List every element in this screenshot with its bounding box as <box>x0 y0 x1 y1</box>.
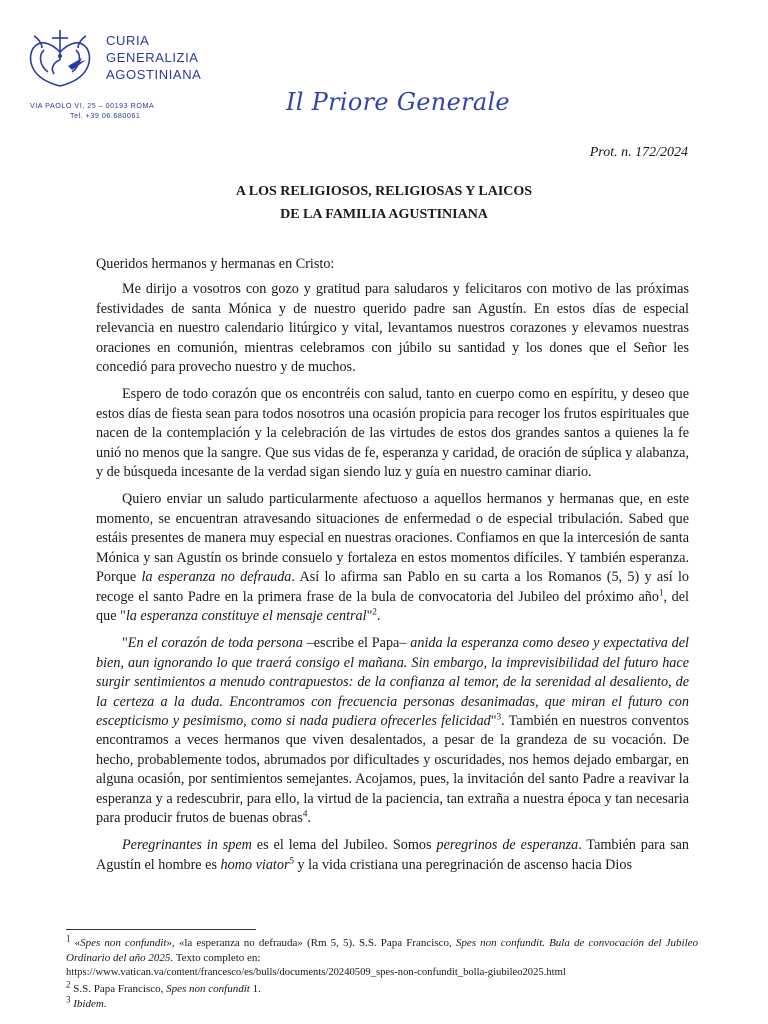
text-run: . <box>307 809 311 826</box>
text-run: », «la esperanza no defrauda» (Rm 5, 5). S.S. Papa Francisco, <box>166 937 456 949</box>
italic-run: En el corazón de toda persona <box>127 635 303 652</box>
text-run: S.S. Papa Francisco, <box>70 982 167 995</box>
italic-run: Spes non confundit <box>80 937 167 949</box>
footnote-number: 1 <box>66 933 71 944</box>
paragraph-1: Me dirijo a vosotros con gozo y gratitud para saludaros y felicitaros con motivo de las próximas festividades de santa Mónica y de nuestro querido padre san Agustín. En estos días de especial relevancia en nuestro calendario litúrgico y vital, levantamos nuestros corazones y elevamos nuestras oraciones en comunión, mientras celebramos con júbilo su santidad y los dones que el Señor les concedió para provecho nuestro y de muchos. <box>96 281 689 376</box>
text-run: –escribe el Papa– <box>302 635 411 652</box>
org-line-1: CURIA <box>106 33 150 48</box>
footnote-3 <box>66 994 698 1012</box>
text-run: . También para san Agustín el hombre es <box>96 837 689 873</box>
italic-run: Spes non confundit. Bula de convocación del Jubileo Ordinario del año 2025 <box>66 937 699 964</box>
text-run: y la vida cristiana una peregrinación de ascenso hacia Dios <box>293 856 632 873</box>
paragraph-5 <box>96 836 689 875</box>
organization-name <box>106 32 201 83</box>
footnote-ref-3[interactable]: 3 <box>496 711 502 722</box>
heading-line-1: A LOS RELIGIOSOS, RELIGIOSAS Y LAICOS <box>235 184 533 199</box>
italic-run: Spes non confundit <box>166 982 250 995</box>
footnote-divider <box>66 929 256 930</box>
text-run: . Así lo afirma san Pablo en su carta a los Romanos (5, 5) y así lo recoge el santo Padre en la primera frase de la bula de convocatoria del Jubileo del próximo año <box>96 569 689 605</box>
letterhead-address <box>30 101 154 121</box>
org-line-3: AGOSTINIANA <box>106 67 202 82</box>
footnote-ref-5[interactable]: 5 <box>289 855 294 866</box>
paragraph-2: Espero de todo corazón que os encontréis con salud, tanto en cuerpo como en espíritu, y deseo que estos días de fiesta sean para todos nosotros una ocasión propicia para recoger los frutos espirituales que nacen de la contemplación y la celebración de las virtudes de estos dos grandes santos a quienes la fe unió no menos que la sangre. Que sus vidas de fe, esperanza y caridad, de oración de súplica y alabanza, y de búsqueda incesante de la verdad sigan siendo luz y guía en nuestro caminar diario. <box>96 386 689 481</box>
paragraph-3 <box>96 490 689 626</box>
text-run: 1. <box>249 982 261 995</box>
org-line-2: GENERALIZIA <box>106 50 199 65</box>
italic-run: peregrinos de esperanza <box>436 837 579 854</box>
italic-run: anida la esperanza como deseo y expectativa del bien, aun ignorando lo que traerá consigo el mañana. Sin embargo, la imprevisibilidad del futuro hace surgir sentimientos a menudo contrapuestos: de la confianza al temor, de la serenidad al desaliento, de la certeza a la duda. Encontramos con frecuencia personas desanimadas, que miran el futuro con escepticismo y pesimismo, como si nada pudiera ofrecerles felicidad <box>96 635 690 729</box>
italic-run: Peregrinantes in spem <box>122 837 252 854</box>
italic-run: Ibidem <box>73 998 104 1010</box>
italic-run: homo viator <box>220 856 290 873</box>
footnotes <box>66 933 699 1013</box>
text-run: es el lema del Jubileo. Somos <box>251 837 437 854</box>
letter-body <box>96 255 689 883</box>
footnote-ref-4[interactable]: 4 <box>302 808 308 819</box>
text-run: , del que " <box>96 588 689 624</box>
text-run: . <box>103 998 107 1010</box>
footnote-number: 2 <box>66 978 71 989</box>
office-title: Il Priore Generale <box>286 88 510 116</box>
augustinian-emblem-icon <box>24 26 96 90</box>
text-run: . Texto completo en: <box>170 951 261 964</box>
phone-number: Tel. +39 06.680061 <box>70 111 141 120</box>
text-run: « <box>70 937 81 949</box>
heading-line-2: DE LA FAMILIA AGUSTINIANA <box>280 207 488 222</box>
paragraph-4 <box>96 634 689 828</box>
italic-run: la esperanza constituye el mensaje central <box>125 607 367 624</box>
italic-run: la esperanza no defrauda <box>141 569 292 586</box>
footnote-link[interactable]: https://www.vatican.va/content/francesco/es/bulls/documents/20240509_spes-non-confundit_bolla-giubileo2025.html <box>66 967 566 978</box>
letter-heading <box>0 180 768 226</box>
greeting: Queridos hermanos y hermanas en Cristo: <box>96 256 335 272</box>
text-run: . <box>376 607 381 624</box>
footnote-number: 3 <box>66 994 71 1005</box>
footnote-1 <box>66 933 699 981</box>
footnote-ref-1[interactable]: 1 <box>659 586 664 597</box>
footnote-ref-2[interactable]: 2 <box>372 606 377 617</box>
text-run: " <box>366 607 373 624</box>
text-run: . También en nuestros conventos encontramos a veces hermanos que viven desalentados, a pesar de la grandeza de su vocación. De hecho, probablemente todos, abrumados por dificultades y oscuridades, nos hemos dejado embargar, en alguna ocasión, por sentimientos semejantes. Acojamos, pues, la invitación del santo Padre a reavivar la esperanza y a redescubrir, para ello, la virtud de la paciencia, tan extraña a nuestra época y tan necesaria para producir frutos de buenas obras <box>96 712 689 826</box>
text-run: " <box>122 635 128 652</box>
protocol-number: Prot. n. 172/2024 <box>589 145 688 160</box>
footnote-2 <box>66 978 698 997</box>
text-run: " <box>490 712 497 729</box>
text-run: Quiero enviar un saludo particularmente afectuoso a aquellos hermanos y hermanas que, en este momento, se encuentran atravesando situaciones de enfermedad o de especial tribulación. Sabed que estáis presentes de manera muy especial en nuestras oraciones. Confiamos en que la intercesión de santa Mónica y san Agustín os brinde consuelo y fortaleza en estos momentos difíciles. Y también esperanza. Porque <box>96 491 689 586</box>
street-address: VIA PAOLO VI, 25 – 00193 ROMA <box>30 101 155 110</box>
